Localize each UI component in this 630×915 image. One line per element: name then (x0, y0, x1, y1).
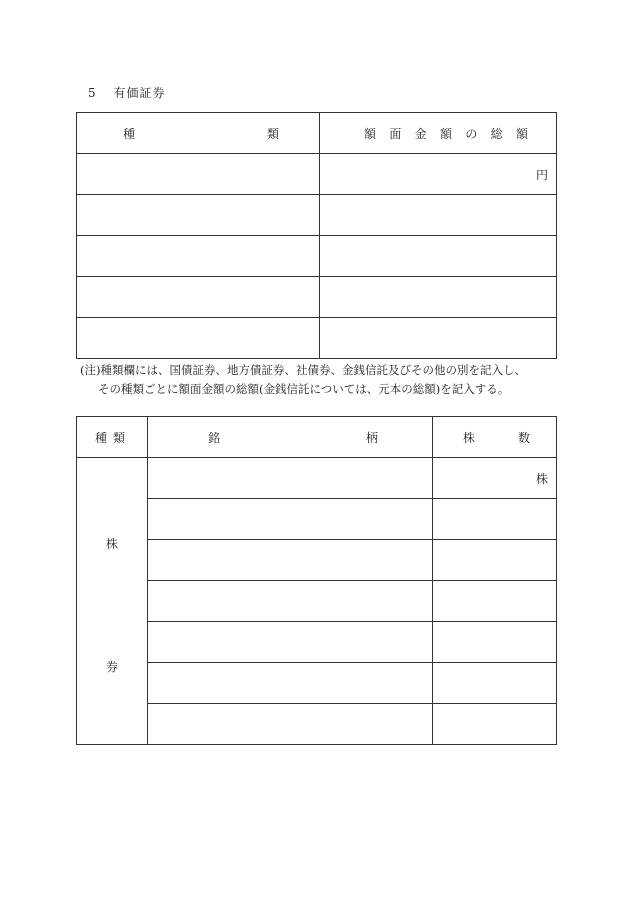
table-row (77, 318, 557, 359)
brand-cell[interactable] (148, 581, 433, 622)
header-total-char: 額 (439, 126, 452, 141)
section-heading (88, 84, 165, 101)
shares-cell[interactable] (433, 663, 557, 704)
shares-cell[interactable] (433, 540, 557, 581)
table-row (77, 704, 557, 745)
header-shares-char: 株 (463, 430, 476, 445)
header-type-char: 類 (112, 430, 125, 445)
header-type (77, 417, 148, 458)
table-row (77, 236, 557, 277)
shares-unit: 株 (535, 471, 548, 486)
type-cell[interactable] (77, 154, 320, 195)
type-cell[interactable] (77, 195, 320, 236)
shares-cell[interactable] (433, 704, 557, 745)
type-cell[interactable] (77, 236, 320, 277)
table-row (77, 195, 557, 236)
table-row (77, 540, 557, 581)
header-type (77, 113, 320, 154)
securities-total-table (76, 112, 557, 359)
header-total-char: 面 (389, 126, 402, 141)
header-type-char: 類 (266, 126, 279, 141)
amount-cell[interactable] (320, 195, 557, 236)
shares-cell[interactable] (433, 458, 557, 499)
header-face-value-total (320, 113, 557, 154)
note-text (80, 361, 526, 399)
table-row (77, 277, 557, 318)
table-row (77, 499, 557, 540)
brand-cell[interactable] (148, 458, 433, 499)
shares-cell[interactable] (433, 581, 557, 622)
header-brand-char: 柄 (365, 430, 378, 445)
amount-cell[interactable] (320, 236, 557, 277)
section-title: 有価証券 (113, 86, 166, 100)
yen-unit: 円 (535, 167, 548, 182)
category-char: 株 (105, 537, 118, 551)
brand-cell[interactable] (148, 704, 433, 745)
header-type-char: 種 (123, 126, 136, 141)
note-line-2: その種類ごとに額面金額の総額(金銭信託については、元本の総額)を記入する。 (98, 382, 510, 396)
amount-cell[interactable] (320, 277, 557, 318)
brand-cell[interactable] (148, 499, 433, 540)
header-total-char: 総 (490, 126, 503, 141)
note-line-1: (注)種類欄には、国債証券、地方債証券、社債券、金銭信託及びその他の別を記入し、 (80, 363, 526, 377)
brand-cell[interactable] (148, 663, 433, 704)
table2-header-row (77, 417, 557, 458)
category-cell-stock-certificate (77, 458, 148, 745)
table-row (77, 154, 557, 195)
table-row (77, 458, 557, 499)
shares-cell[interactable] (433, 499, 557, 540)
amount-cell[interactable] (320, 318, 557, 359)
section-number: 5 (88, 86, 97, 100)
table-row (77, 622, 557, 663)
header-total-char: 額 (364, 126, 377, 141)
shares-cell[interactable] (433, 622, 557, 663)
table-row (77, 581, 557, 622)
header-shares-char: 数 (517, 430, 530, 445)
amount-cell[interactable] (320, 154, 557, 195)
brand-cell[interactable] (148, 540, 433, 581)
table1-header-row (77, 113, 557, 154)
header-type-char: 種 (95, 430, 108, 445)
header-total-char: 額 (515, 126, 528, 141)
type-cell[interactable] (77, 318, 320, 359)
table-row (77, 663, 557, 704)
header-total-char: 金 (414, 126, 427, 141)
stock-table (76, 416, 557, 745)
header-total-char: の (465, 126, 478, 141)
category-char: 券 (105, 660, 118, 674)
type-cell[interactable] (77, 277, 320, 318)
brand-cell[interactable] (148, 622, 433, 663)
header-brand (148, 417, 433, 458)
header-shares (433, 417, 557, 458)
header-brand-char: 銘 (208, 430, 221, 445)
